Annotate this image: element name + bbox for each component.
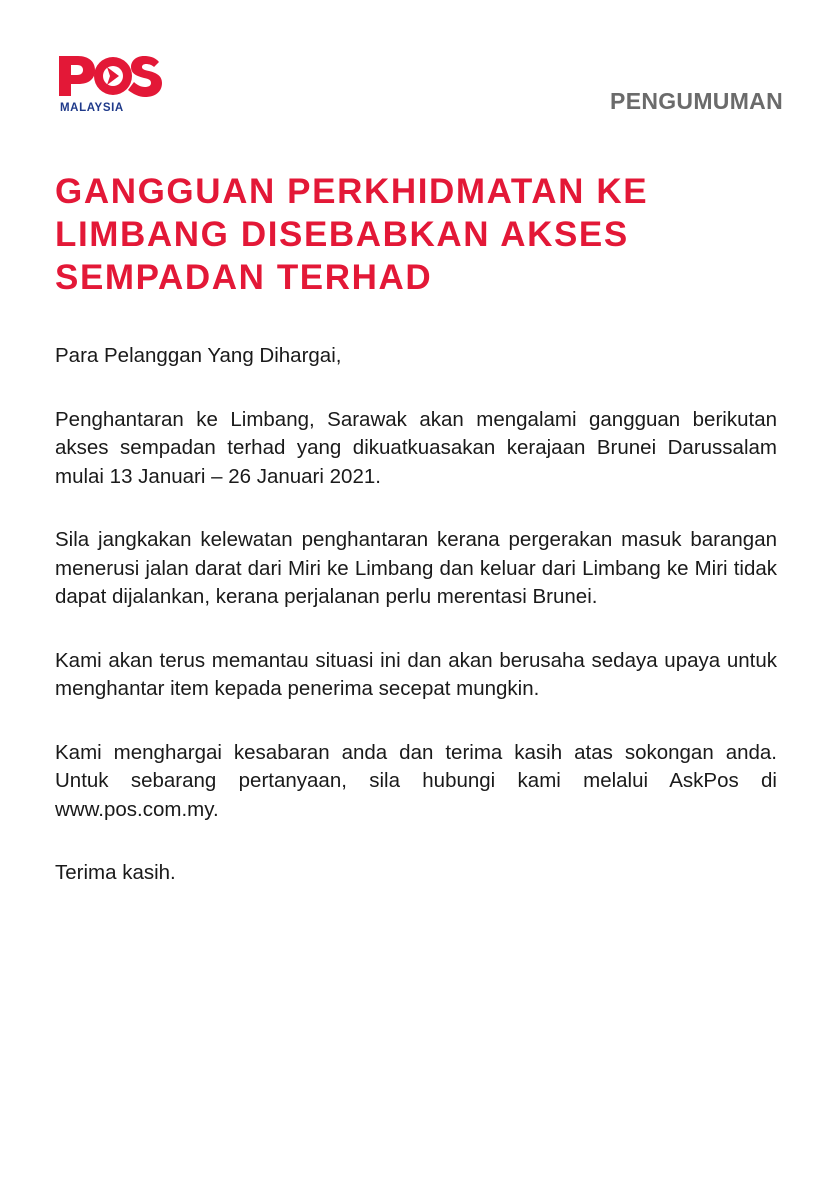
closing: Terima kasih. xyxy=(55,861,176,884)
announcement-body xyxy=(55,342,777,923)
announcement-label: PENGUMUMAN xyxy=(610,88,783,114)
greeting: Para Pelanggan Yang Dihargai, xyxy=(55,344,342,367)
logo-subtitle: MALAYSIA xyxy=(60,102,124,114)
announcement-title xyxy=(55,170,775,299)
body-paragraph: Penghantaran ke Limbang, Sarawak akan mengalami gangguan berikutan akses sempadan terhad yang dikuatkuasakan kerajaan Brunei Darussalam mulai 13 Januari – 26 Januari 2021. xyxy=(55,407,777,488)
body-paragraph: Kami akan terus memantau situasi ini dan akan berusaha sedaya upaya untuk menghantar item kepada penerima secepat mungkin. xyxy=(55,648,777,700)
pos-malaysia-logo xyxy=(56,52,166,116)
pos-logo-graphic xyxy=(56,52,166,116)
title-line: SEMPADAN TERHAD xyxy=(55,258,433,297)
body-paragraph: Sila jangkakan kelewatan penghantaran kerana pergerakan masuk barangan menerusi jalan darat dari Miri ke Limbang dan keluar dari Limbang ke Miri tidak dapat dijalankan, kerana perjalanan perlu merentasi Brunei. xyxy=(55,528,777,608)
title-line: GANGGUAN PERKHIDMATAN KE xyxy=(55,172,649,211)
title-line: LIMBANG DISEBABKAN AKSES xyxy=(55,215,629,254)
body-paragraph: Kami menghargai kesabaran anda dan terima kasih atas sokongan anda. Untuk sebarang pertanyaan, sila hubungi kami melalui AskPos di www.pos.com.my. xyxy=(55,740,777,821)
